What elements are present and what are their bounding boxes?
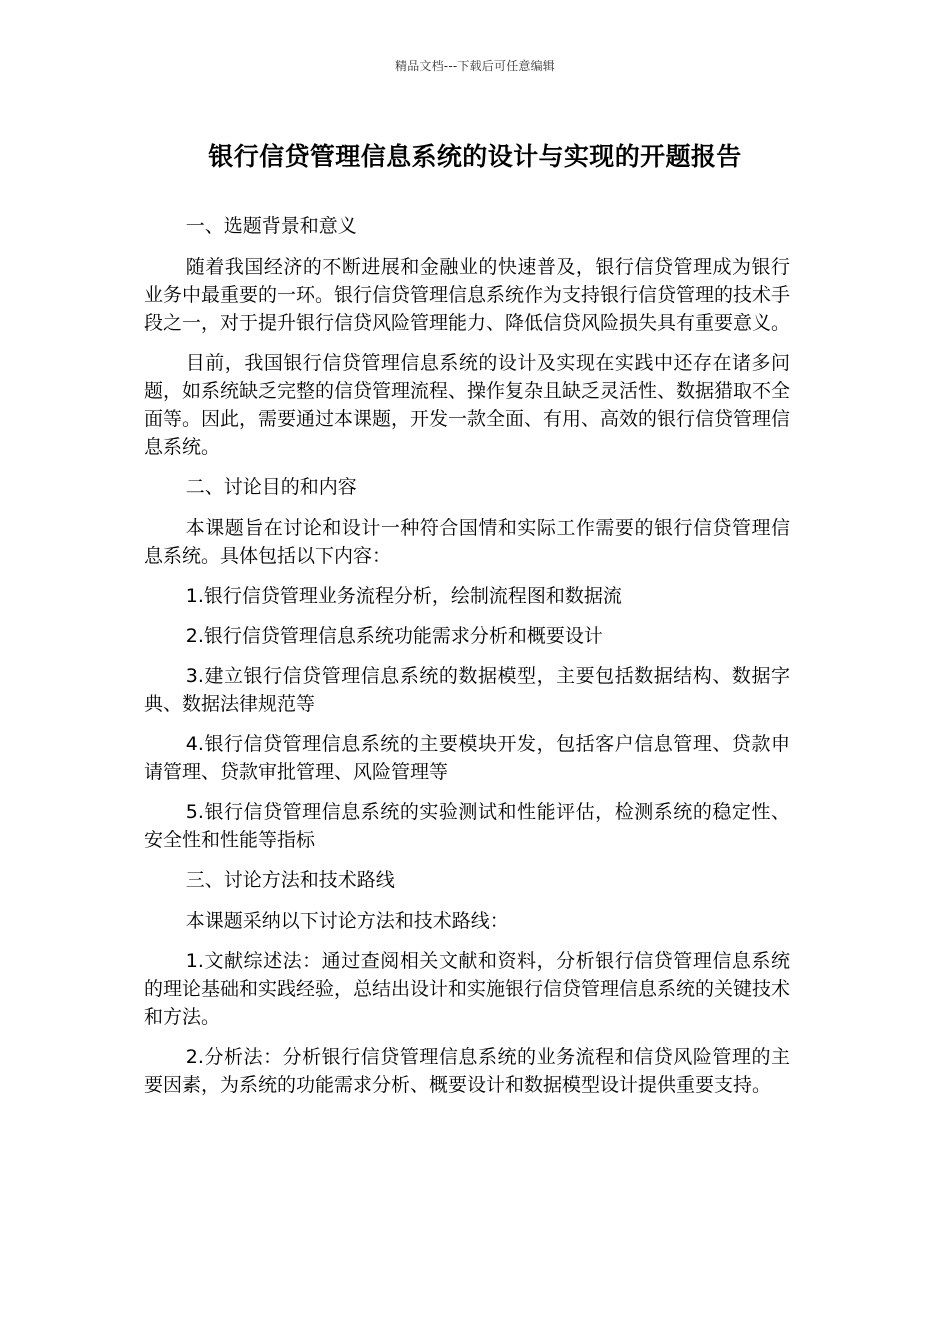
- list-item-content-4: 4.银行信贷管理信息系统的主要模块开发，包括客户信息管理、贷款申请管理、贷款审批管理、风险管理等: [144, 733, 790, 783]
- paragraph-background-1: 随着我国经济的不断进展和金融业的快速普及，银行信贷管理成为银行业务中最重要的一环。银行信贷管理信息系统作为支持银行信贷管理的技术手段之一，对于提升银行信贷风险管理能力、降低信贷风险损失具有重要意义。: [144, 256, 791, 334]
- section-heading-methods: 三、讨论方法和技术路线: [185, 869, 395, 891]
- list-item-content-2: 2.银行信贷管理信息系统功能需求分析和概要设计: [185, 625, 603, 647]
- section-heading-objectives: 二、讨论目的和内容: [185, 476, 357, 498]
- list-item-content-5: 5.银行信贷管理信息系统的实验测试和性能评估，检测系统的稳定性、安全性和性能等指标: [144, 801, 790, 851]
- document-title: 银行信贷管理信息系统的设计与实现的开题报告: [208, 142, 742, 171]
- list-item-content-3: 3.建立银行信贷管理信息系统的数据模型，主要包括数据结构、数据字典、数据法律规范等: [144, 665, 790, 715]
- list-item-method-1: 1.文献综述法：通过查阅相关文献和资料，分析银行信贷管理信息系统的理论基础和实践经验，总结出设计和实施银行信贷管理信息系统的关键技术和方法。: [144, 950, 791, 1028]
- paragraph-methods-intro: 本课题采纳以下讨论方法和技术路线：: [185, 910, 509, 932]
- list-item-content-1: 1.银行信贷管理业务流程分析，绘制流程图和数据流: [185, 585, 622, 607]
- document-body: [144, 212, 790, 1111]
- list-item-method-2: 2.分析法：分析银行信贷管理信息系统的业务流程和信贷风险管理的主要因素，为系统的功能需求分析、概要设计和数据模型设计提供重要支持。: [144, 1046, 790, 1096]
- paragraph-background-2: 目前，我国银行信贷管理信息系统的设计及实现在实践中还存在诸多问题，如系统缺乏完整的信贷管理流程、操作复杂且缺乏灵活性、数据猎取不全面等。因此，需要通过本课题，开发一款全面、有用、高效的银行信贷管理信息系统。: [144, 352, 791, 458]
- paragraph-objectives-intro: 本课题旨在讨论和设计一种符合国情和实际工作需要的银行信贷管理信息系统。具体包括以下内容：: [144, 517, 790, 567]
- section-heading-background: 一、选题背景和意义: [185, 215, 357, 237]
- header-note: 精品文档---下载后可任意编辑: [395, 59, 555, 73]
